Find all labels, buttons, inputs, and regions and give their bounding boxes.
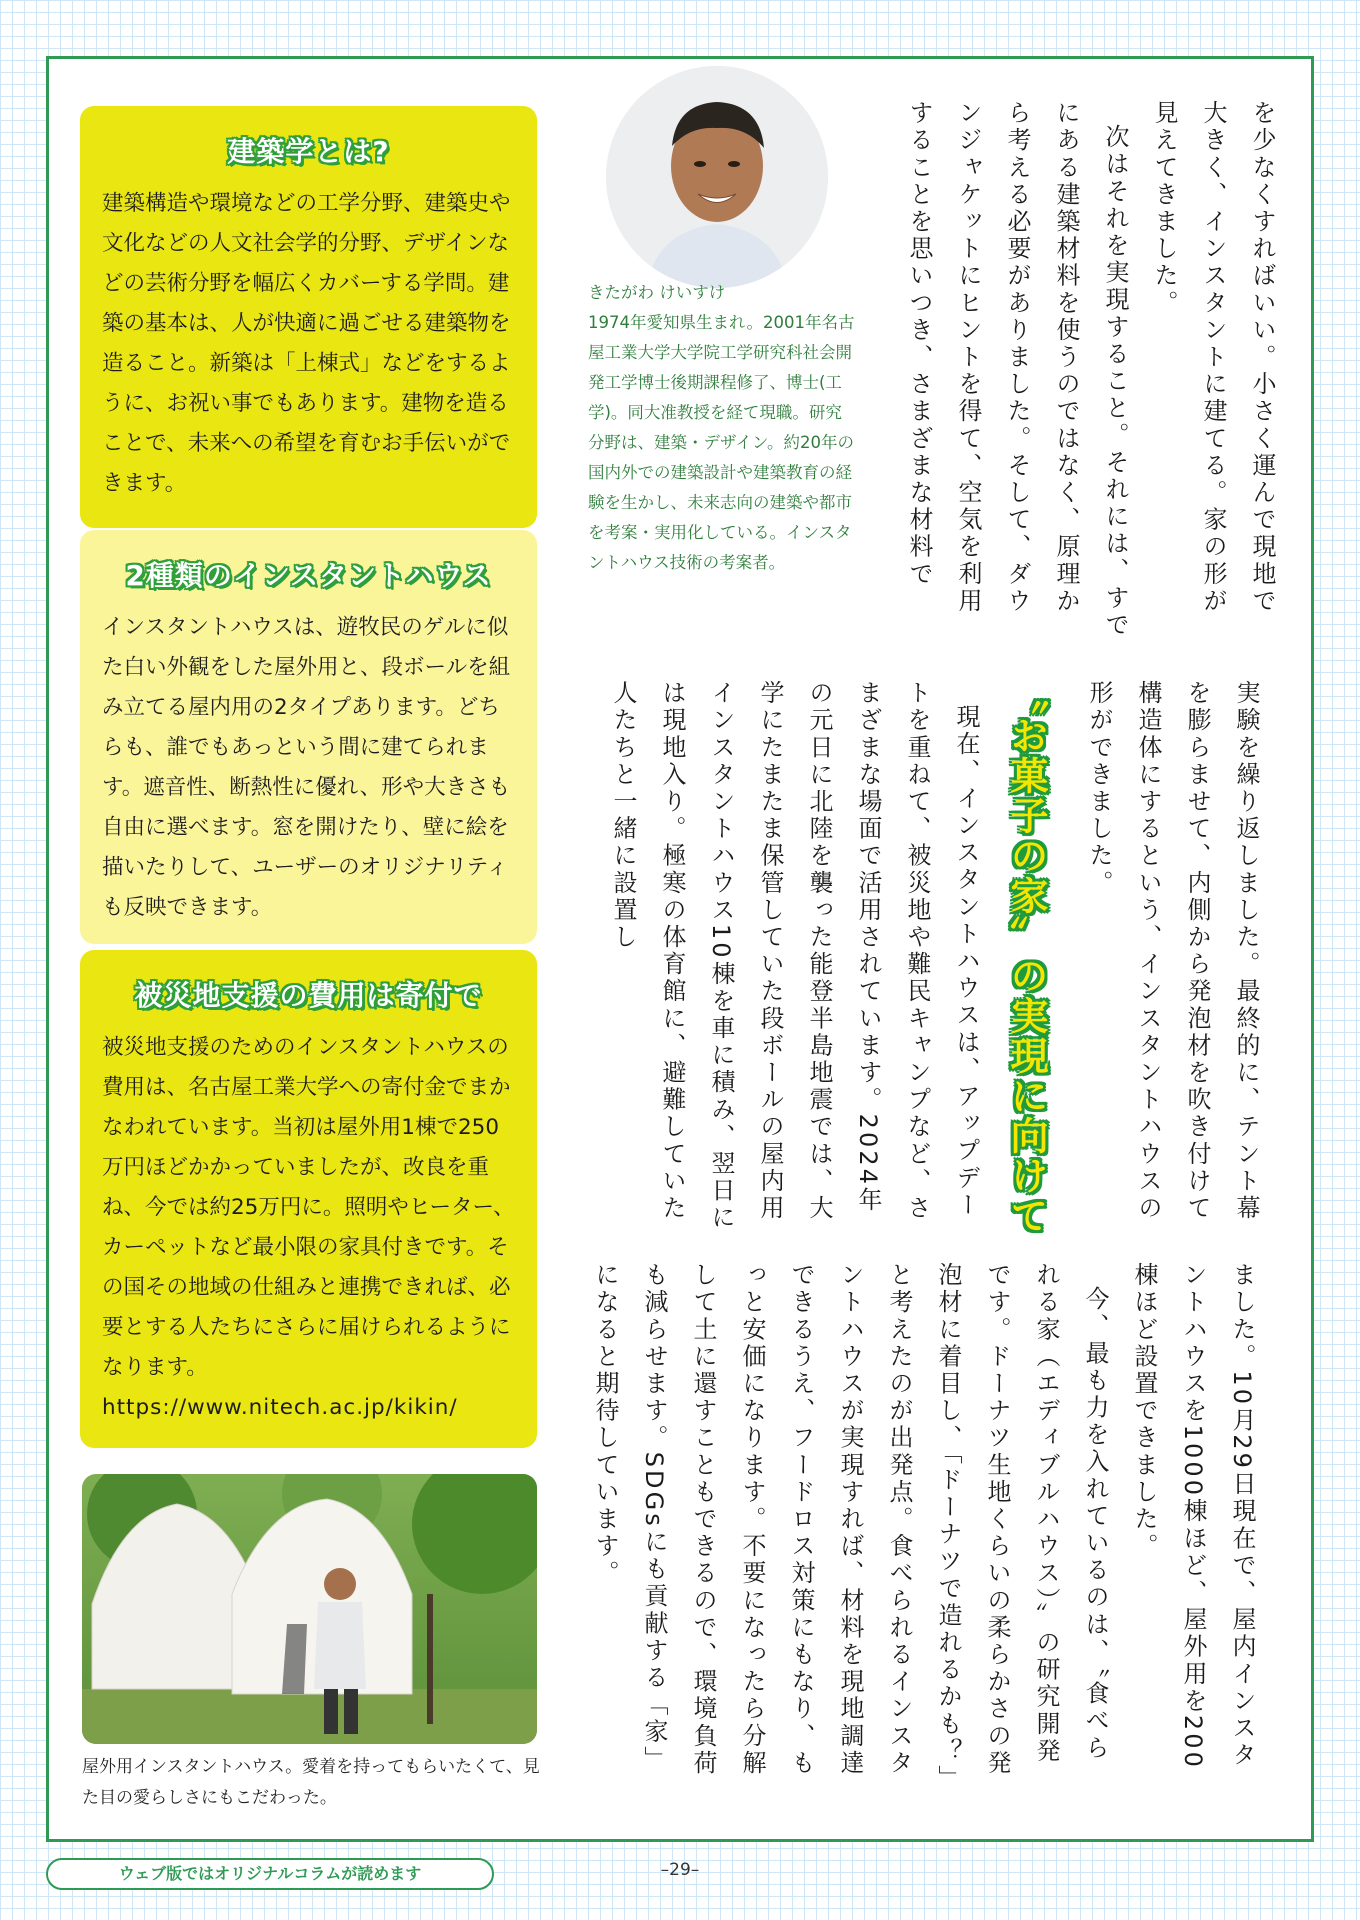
article-paragraph: 今、最も力を入れているのは、〝食べられる家（エディブルハウス）〟の研究開発です。ドーナツ生地くらいの柔らかさの発泡材に着目し、「ドーナツで造れるかも？」と考えたのが出発点。食べられるインスタントハウスが実現すれば、材料を現地調達できるうえ、フードロス対策にもなり、もっと安価になります。不要になったら分解して土に還すこともできるので、環境負荷も減らせます。SDGsにも貢献する「家」になると期待しています。 [591, 1262, 1109, 1780]
donation-box-body: 被災地支援のためのインスタントハウスの費用は、名古屋工業大学への寄付金でまかなわれています。当初は屋外用1棟で250万円ほどかかっていましたが、改良を重ね、今では約25万円に。照明やヒーター、カーペットなど最小限の家具付きです。その国その地域の仕組みと連携できれば、必要とする人たちにさらに届けられるようになります。 [102, 1035, 515, 1380]
architecture-box [80, 106, 537, 528]
article-column-bottom [576, 1262, 1266, 1782]
donation-box-title: 被災地支援の費用は寄付で [134, 979, 483, 1012]
architecture-box-title: 建築学とは? [227, 135, 390, 168]
article-column-mid-left [580, 680, 990, 1240]
page-number: –29– [660, 1860, 700, 1880]
tent-photo [82, 1474, 537, 1744]
article-paragraph: 現在、インスタントハウスは、アップデートを重ねて、被災地や難民キャンプなど、さまざまな場面で活用されています。2024年の元日に北陸を襲った能登半島地震では、大学にたまたま保管していた段ボールの屋内用インスタントハウス10棟を車に積み、翌日には現地入り。極寒の体育館に、避難していた人たちと一緒に設置し [609, 680, 980, 1232]
section-heading: 〝お菓子の家〟の実現に向けて [1004, 676, 1048, 1236]
two-types-box-title: 2種類のインスタントハウス [125, 559, 492, 592]
article-paragraph: ました。10月29日現在で、屋内インスタントハウスを1000棟ほど、屋外用を200棟ほど設置できました。 [1130, 1262, 1256, 1770]
article-column-top [872, 100, 1286, 640]
author-bio-text: 1974年愛知県生まれ。2001年名古屋工業大学大学院工学研究科社会開発工学博士後期課程修了、博士(工学)。同大准教授を経て現職。研究分野は、建築・デザイン。約20年の国内外での建築設計や建築教育の経験を生かし、未来志向の建築や都市を考案・実用化している。インスタントハウス技術の考案者。 [588, 313, 855, 572]
tent-photo-illustration [82, 1474, 537, 1744]
article-column-mid-right [1080, 680, 1270, 1240]
author-portrait [606, 66, 828, 288]
architecture-box-body: 建築構造や環境などの工学分野、建築史や文化などの人文社会学的分野、デザインなどの芸術分野を幅広くカバーする学問。建築の基本は、人が快適に過ごせる建築物を造ること。新築は「上棟式」などをするように、お祝い事でもあります。建物を造ることで、未来への希望を育むお手伝いができます。 [102, 191, 511, 496]
two-types-box-body: インスタントハウスは、遊牧民のゲルに似た白い外観をした屋外用と、段ボールを組み立てる屋内用の2タイプあります。どちらも、誰でもあっという間に建てられます。遮音性、断熱性に優れ、形や大きさも自由に選べます。窓を開けたり、壁に絵を描いたりして、ユーザーのオリジナリティも反映できます。 [102, 615, 511, 920]
author-name: きたがわ けいすけ [588, 283, 726, 302]
author-bio [588, 278, 856, 578]
article-paragraph: 実験を繰り返しました。最終的に、テント幕を膨らませて、内側から発泡材を吹き付けて構造体にするという、インスタントハウスの形ができました。 [1085, 680, 1260, 1222]
donation-box [80, 950, 537, 1448]
article-paragraph: を少なくすればいい。小さく運んで現地で大きく、インスタントに建てる。家の形が見えてきました。 [1150, 100, 1276, 615]
portrait-illustration [606, 66, 828, 288]
donation-url-link[interactable]: https://www.nitech.ac.jp/kikin/ [102, 1395, 458, 1420]
two-types-box [80, 530, 537, 944]
article-paragraph: 次はそれを実現すること。それには、すでにある建築材料を使うのではなく、原理から考える必要がありました。そして、ダウンジャケットにヒントを得て、空気を利用することを思いつき、さまざまな材料で [905, 100, 1129, 639]
tent-photo-caption: 屋外用インスタントハウス。愛着を持ってもらいたくて、見た目の愛らしさにもこだわった。 [82, 1757, 540, 1808]
web-version-note[interactable]: ウェブ版ではオリジナルコラムが読めます [46, 1858, 494, 1890]
